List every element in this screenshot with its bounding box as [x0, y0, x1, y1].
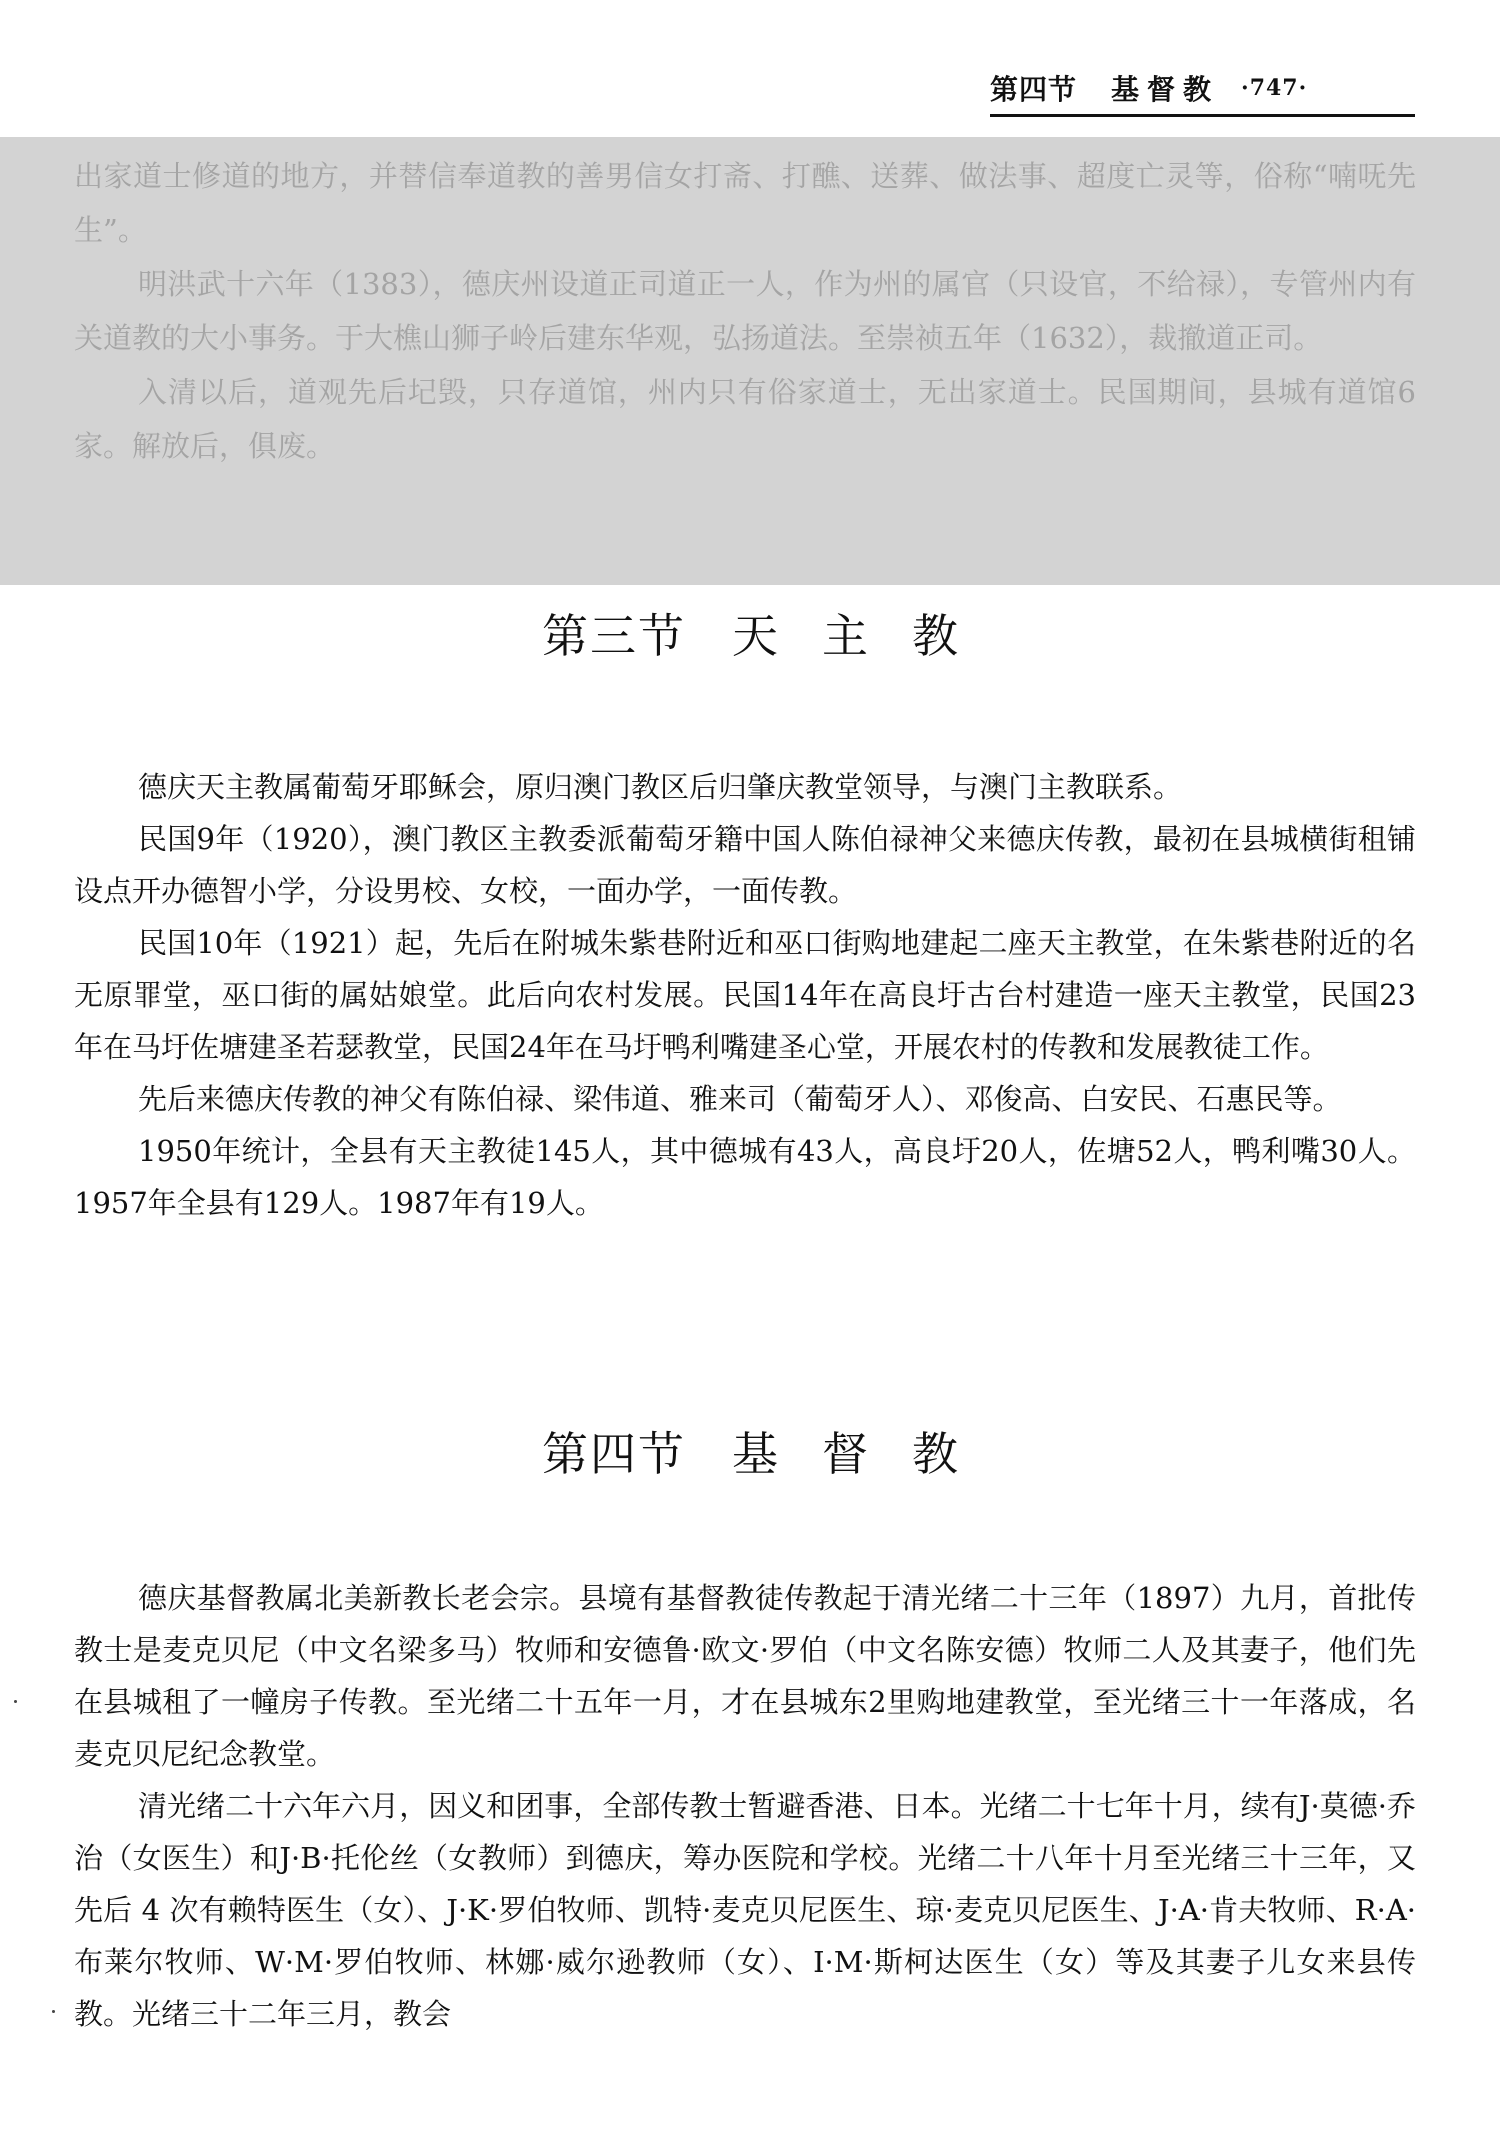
body-paragraph: 1950年统计，全县有天主教徒145人，其中德城有43人，高良圩20人，佐塘52人，鸭利嘴30人。1957年全县有129人。1987年有19人。	[74, 1134, 1416, 1220]
section-body-protestantism	[74, 1572, 1416, 2040]
running-header	[990, 64, 1415, 112]
page-number: ·747·	[1241, 75, 1308, 101]
section-heading-catholicism	[0, 600, 1500, 666]
faded-paragraph: 入清以后，道观先后圮毁，只存道馆，州内只有俗家道士，无出家道士。民国期间，县城有道馆6家。解放后，俱废。	[74, 375, 1416, 463]
section-body-catholicism	[74, 761, 1416, 1229]
running-header-section-label: 第四节	[990, 73, 1078, 106]
section-heading-label: 第四节	[542, 1427, 686, 1481]
faded-text-content	[74, 149, 1416, 473]
section-heading-label: 第三节	[542, 609, 686, 663]
scan-speck	[52, 2010, 55, 2013]
body-paragraph: 民国10年（1921）起，先后在附城朱紫巷附近和巫口街购地建起二座天主教堂，在朱紫巷附近的名无原罪堂，巫口街的属姑娘堂。此后向农村发展。民国14年在高良圩古台村建造一座天主教堂，民国23年在马圩佐塘建圣若瑟教堂，民国24年在马圩鸭利嘴建圣心堂，开展农村的传教和发展教徒工作。	[74, 926, 1416, 1064]
scan-speck	[14, 1700, 17, 1703]
section-heading-protestantism	[0, 1418, 1500, 1484]
section-heading-title: 基督教	[732, 1427, 1002, 1481]
running-header-section-title: 基督教	[1111, 73, 1220, 106]
faded-paragraph: 出家道士修道的地方，并替信奉道教的善男信女打斋、打醮、送葬、做法事、超度亡灵等，俗称“喃呒先生”。	[74, 159, 1416, 247]
section-heading-title: 天主教	[732, 609, 1002, 663]
header-rule	[990, 114, 1415, 117]
body-paragraph: 先后来德庆传教的神父有陈伯禄、梁伟道、雅来司（葡萄牙人）、邓俊高、白安民、石惠民等。	[138, 1082, 1342, 1116]
body-paragraph: 德庆基督教属北美新教长老会宗。县境有基督教徒传教起于清光绪二十三年（1897）九月，首批传教士是麦克贝尼（中文名梁多马）牧师和安德鲁·欧文·罗伯（中文名陈安德）牧师二人及其妻子，他们先在县城租了一幢房子传教。至光绪二十五年一月，才在县城东2里购地建教堂，至光绪三十一年落成，名麦克贝尼纪念教堂。	[74, 1581, 1416, 1771]
body-paragraph: 民国9年（1920），澳门教区主教委派葡萄牙籍中国人陈伯禄神父来德庆传教，最初在县城横街租铺设点开办德智小学，分设男校、女校，一面办学，一面传教。	[74, 822, 1416, 908]
faded-text-block	[0, 137, 1500, 585]
body-paragraph: 德庆天主教属葡萄牙耶稣会，原归澳门教区后归肇庆教堂领导，与澳门主教联系。	[138, 770, 1183, 804]
body-paragraph: 清光绪二十六年六月，因义和团事，全部传教士暂避香港、日本。光绪二十七年十月，续有J·莫德·乔治（女医生）和J·B·托伦丝（女教师）到德庆，筹办医院和学校。光绪二十八年十月至光绪三十三年，又先后 4 次有赖特医生（女）、J·K·罗伯牧师、凯特·麦克贝尼医生、琼·麦克贝尼医生、J·A·肯夫牧师、R·A·布莱尔牧师、W·M·罗伯牧师、林娜·威尔逊教师（女）、I·M·斯柯达医生（女）等及其妻子儿女来县传教。光绪三十二年三月，教会	[74, 1789, 1416, 2031]
faded-paragraph: 明洪武十六年（1383），德庆州设道正司道正一人，作为州的属官（只设官，不给禄），专管州内有关道教的大小事务。于大樵山狮子岭后建东华观，弘扬道法。至崇祯五年（1632），裁撤道正司。	[74, 267, 1416, 355]
